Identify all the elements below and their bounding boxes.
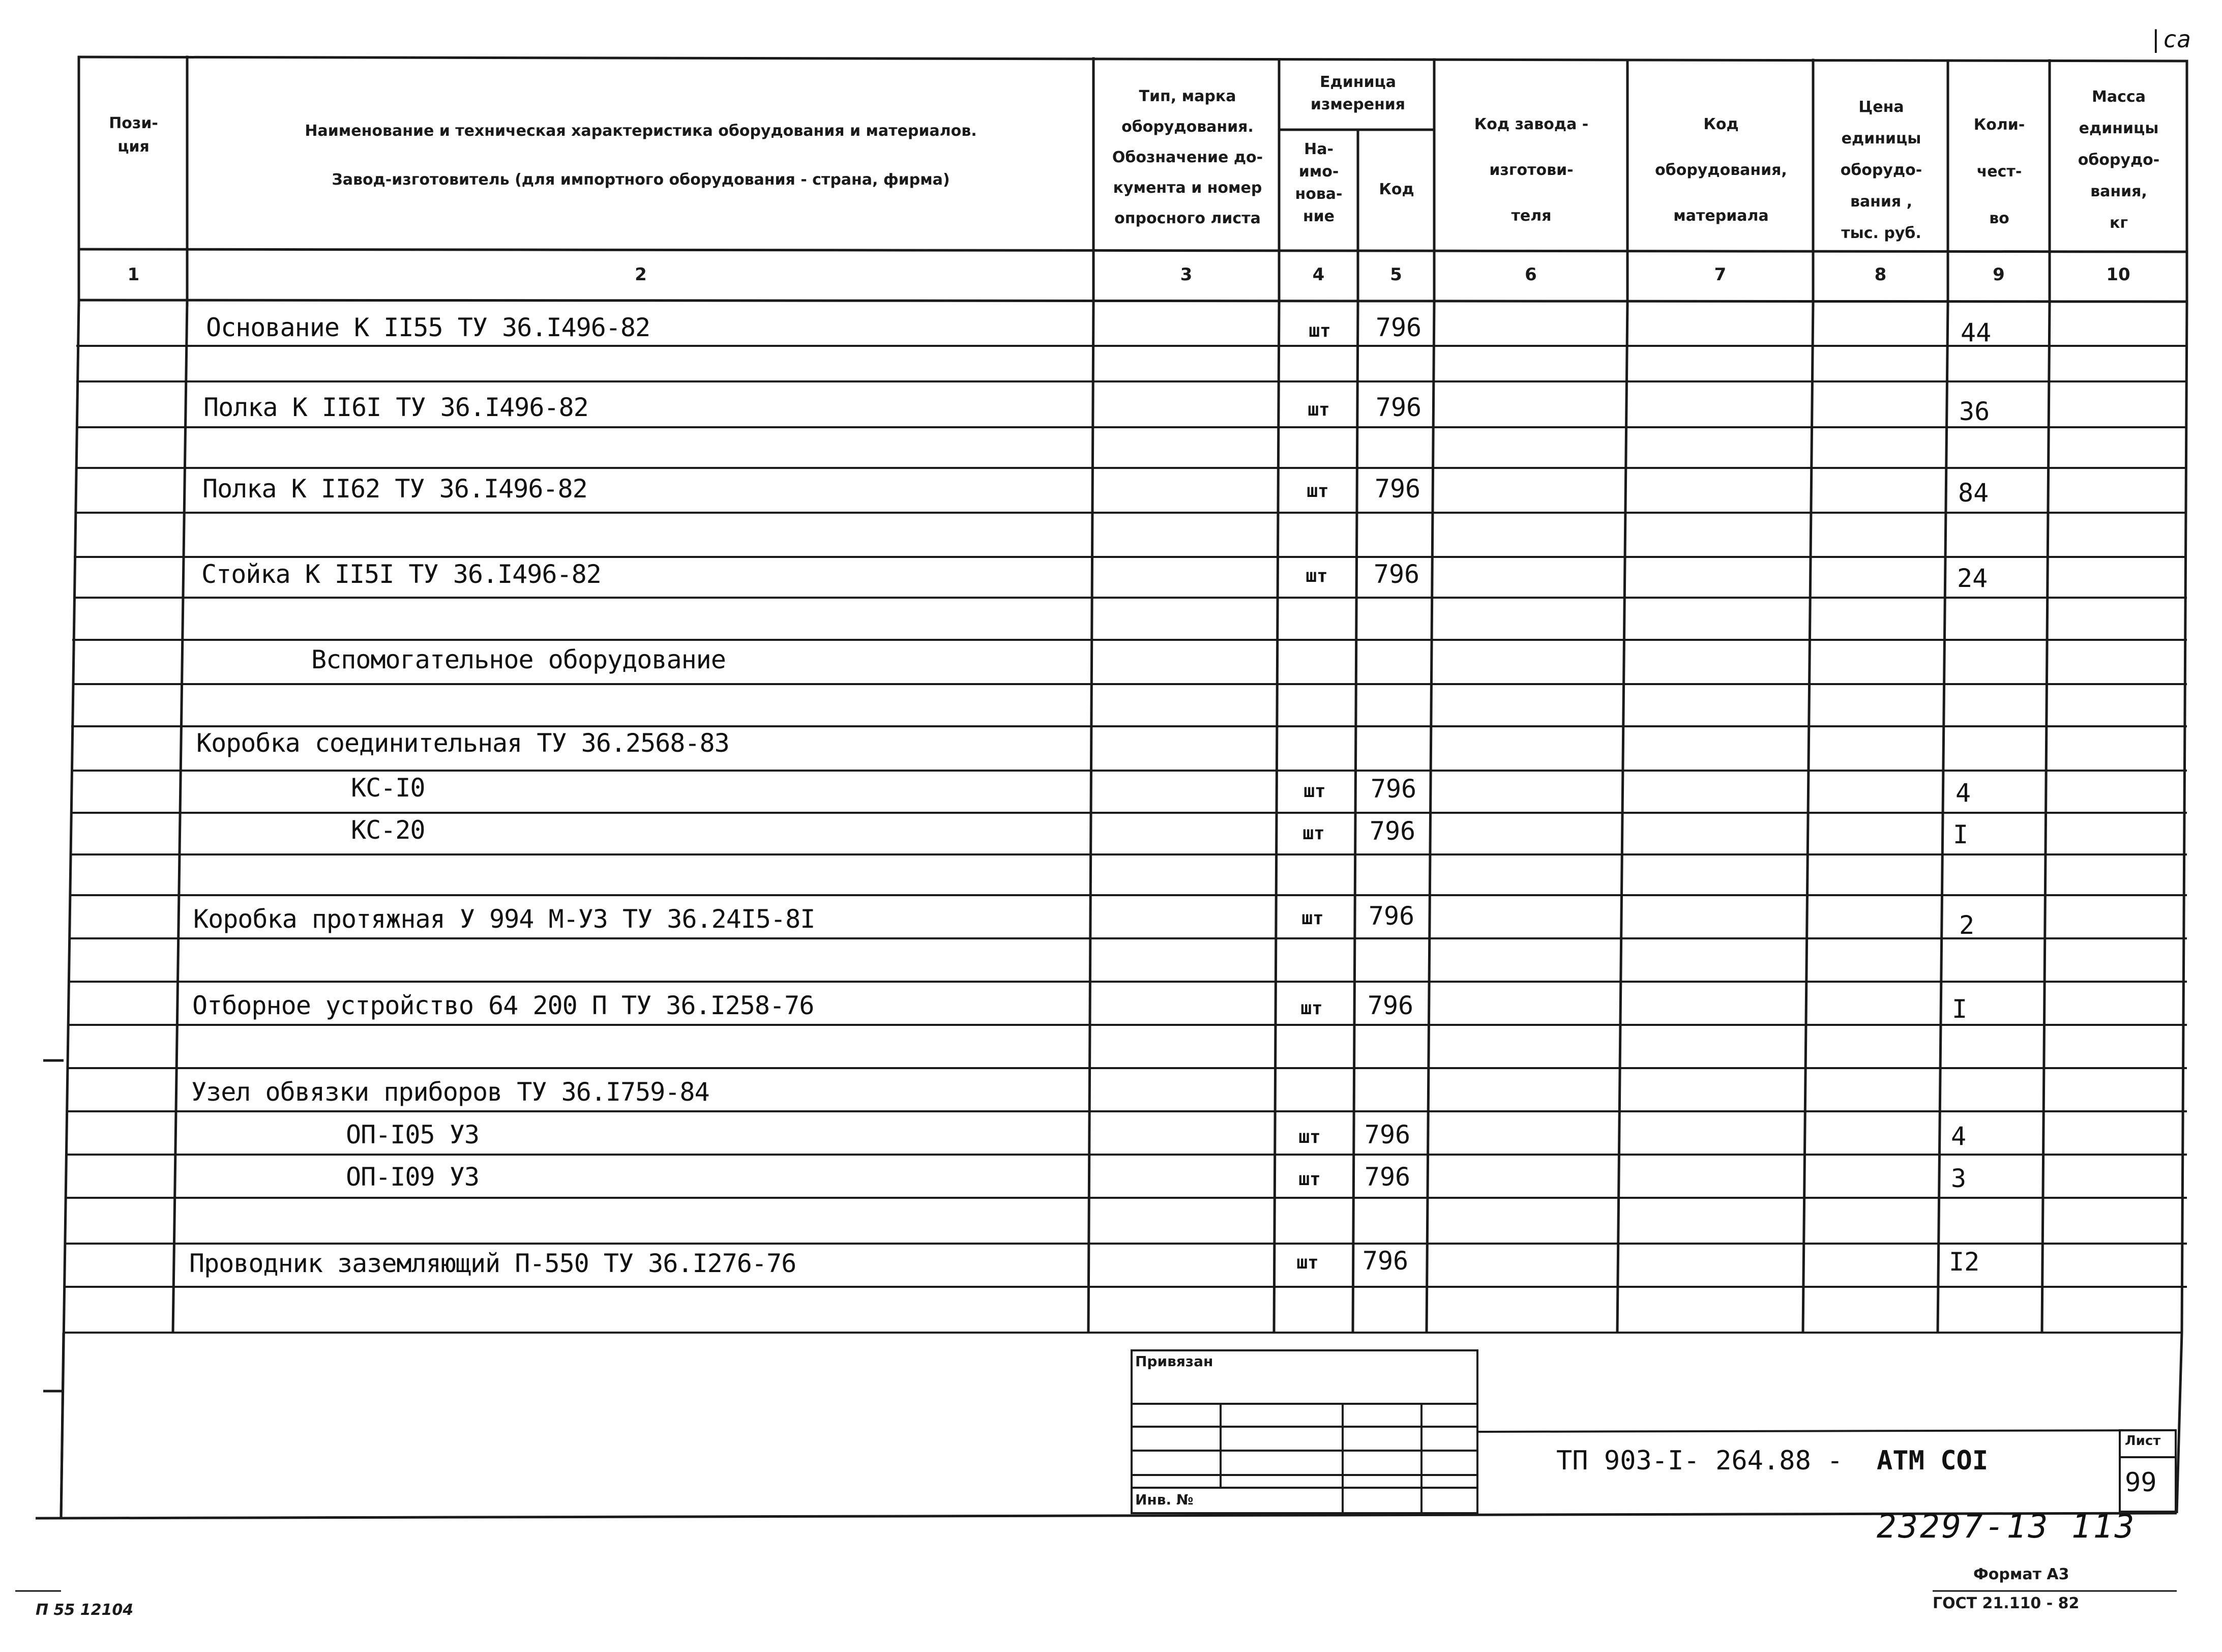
header-col-9: Коли- чест- во — [1973, 116, 2025, 227]
handwritten-reference: 23297-13 113 — [1877, 1508, 2137, 1546]
sheet-label: Лист — [2125, 1433, 2161, 1449]
row-quantity: 84 — [1958, 478, 1989, 508]
row-unit-code: 796 — [1367, 991, 1414, 1020]
row-unit: шт — [1296, 1252, 1319, 1273]
inventory-number-label: Инв. № — [1135, 1491, 1194, 1508]
row-unit: шт — [1307, 481, 1329, 501]
footer-code: П 55 12104 — [36, 1601, 134, 1619]
column-number-4: 4 — [1312, 264, 1325, 285]
row-item-name: Стойка К II5I ТУ 36.I496-82 — [201, 559, 601, 589]
row-item-name: Отборное устройство 64 200 П ТУ 36.I258-76 — [192, 991, 814, 1020]
row-unit: шт — [1298, 1127, 1321, 1147]
column-number-2: 2 — [635, 264, 647, 285]
row-quantity: 4 — [1956, 778, 1971, 808]
row-quantity: 4 — [1951, 1122, 1967, 1151]
row-quantity: 24 — [1957, 564, 1988, 593]
row-quantity: I — [1952, 994, 1968, 1024]
row-item-name: Проводник заземляющий П-550 ТУ 36.I276-76 — [189, 1249, 796, 1278]
column-number-3: 3 — [1180, 264, 1193, 285]
tied-label: Привязан — [1135, 1353, 1213, 1370]
header-col-7: Код оборудования, материала — [1655, 115, 1787, 225]
row-unit-code: 796 — [1374, 474, 1421, 504]
row-unit: шт — [1302, 823, 1325, 844]
row-unit: шт — [1306, 566, 1328, 586]
header-col-6: Код завода - изготови- теля — [1474, 115, 1589, 225]
row-group-name: Коробка соединительная ТУ 36.2568-83 — [196, 728, 729, 758]
row-quantity: 44 — [1961, 318, 1992, 347]
sheet-number: 99 — [2125, 1467, 2157, 1498]
row-quantity: 36 — [1959, 397, 1990, 426]
header-unit-group: Единица измерения — [1310, 73, 1406, 113]
header-col-10: Масса единицы оборудо- вания, кг — [2078, 88, 2160, 232]
row-item-name: Полка К II6I ТУ 36.I496-82 — [203, 393, 588, 422]
section-heading: Вспомогательное оборудование — [311, 645, 726, 674]
column-number-1: 1 — [127, 264, 140, 285]
row-item-name: ОП-I05 У3 — [346, 1120, 479, 1149]
row-item-name: Коробка протяжная У 994 М-У3 ТУ 36.24I5-8I — [193, 904, 815, 934]
row-unit-code: 796 — [1375, 393, 1422, 422]
header-col-8: Цена единицы оборудо- вания , тыс. руб. — [1840, 98, 1922, 242]
row-unit: шт — [1298, 1169, 1321, 1190]
format-label: Формат А3 — [1973, 1566, 2069, 1583]
column-number-6: 6 — [1525, 264, 1537, 285]
document-mark: АТМ СОI — [1877, 1446, 1989, 1476]
header-col-4: На- имо- нова- ние — [1295, 140, 1343, 225]
header-col-1: Пози- ция — [109, 114, 158, 156]
document-code: ТП 903-I- 264.88 - — [1556, 1446, 1843, 1476]
corner-mark: |ca — [2149, 25, 2191, 53]
row-unit: шт — [1308, 399, 1330, 420]
gost-label: ГОСТ 21.110 - 82 — [1933, 1595, 2080, 1612]
column-number-7: 7 — [1714, 264, 1727, 285]
row-item-name: Полка К II62 ТУ 36.I496-82 — [202, 474, 587, 504]
row-unit: шт — [1300, 998, 1323, 1019]
row-unit: шт — [1301, 908, 1324, 929]
column-number-9: 9 — [1993, 264, 2005, 285]
row-unit-code: 796 — [1370, 774, 1417, 804]
row-unit-code: 796 — [1364, 1120, 1411, 1149]
row-quantity: I — [1953, 820, 1969, 849]
row-unit-code: 796 — [1368, 901, 1415, 931]
row-item-name: ОП-I09 У3 — [346, 1162, 479, 1192]
header-col-3: Тип, марка оборудования. Обозначение до- кумента и номер опросного листа — [1112, 87, 1263, 227]
column-number-5: 5 — [1390, 264, 1402, 285]
column-number-8: 8 — [1874, 264, 1887, 285]
header-col-5: Код — [1379, 181, 1414, 198]
row-unit-code: 796 — [1364, 1162, 1411, 1192]
row-item-name: КС-20 — [351, 815, 425, 845]
row-quantity: 2 — [1959, 910, 1975, 940]
row-unit: шт — [1303, 781, 1326, 802]
row-unit-code: 796 — [1373, 559, 1420, 589]
row-item-name: Основание К II55 ТУ 36.I496-82 — [206, 313, 650, 342]
row-group-name: Узел обвязки приборов ТУ 36.I759-84 — [191, 1077, 709, 1107]
row-unit-code: 796 — [1369, 816, 1416, 846]
row-unit-code: 796 — [1362, 1246, 1409, 1276]
row-quantity: I2 — [1949, 1247, 1980, 1277]
header-col-2: Наименование и техническая характеристика оборудования и материалов. Завод-изготовитель (для импортного оборудования - страна, фирма) — [305, 122, 977, 189]
row-quantity: 3 — [1951, 1164, 1967, 1193]
column-number-10: 10 — [2106, 264, 2130, 285]
row-unit-code: 796 — [1375, 313, 1422, 342]
row-unit: шт — [1309, 320, 1331, 341]
row-item-name: КС-I0 — [351, 773, 425, 803]
